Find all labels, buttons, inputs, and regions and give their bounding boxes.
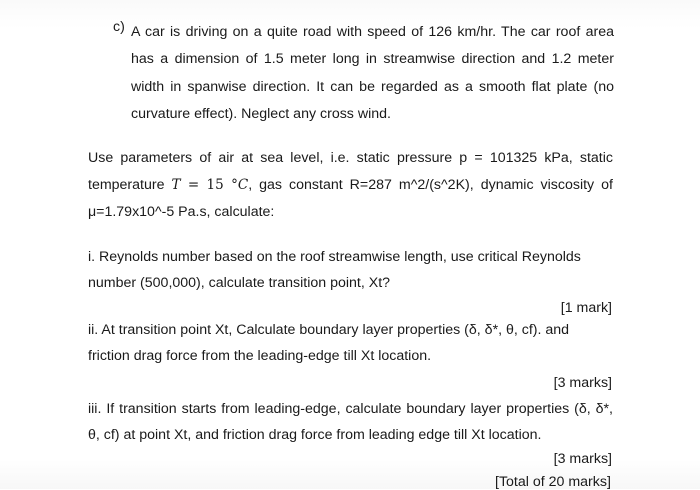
part-ii-text: ii. At transition point Xt, Calculate boundary layer properties (δ, δ*, θ, cf). and friction drag force from the leading-edge till Xt location. (88, 322, 570, 364)
temperature-value: = 15 ° (180, 177, 238, 193)
question-text: A car is driving on a quite road with speed of 126 km/hr. The car roof area has a dimension of 1.5 meter long in streamwise direction and 1.2 meter width in spanwise direction. It can be regarded as a smooth flat plate (no curvature effect). Neglect any cross wind. (131, 24, 614, 122)
part-ii-marks: [3 marks] (553, 375, 612, 391)
parameters-paragraph (88, 145, 613, 226)
part-iii-marks: [3 marks] (553, 451, 612, 467)
total-marks: [Total of 20 marks] (495, 474, 611, 490)
temperature-unit: C (237, 177, 249, 193)
part-i-text: i. Reynolds number based on the roof streamwise length, use critical Reynolds number (500,000), calculate transition point, Xt? (88, 249, 581, 291)
temperature-symbol: T (171, 177, 181, 193)
part-i-marks: [1 mark] (560, 300, 612, 316)
parameters-rest: , gas constant R=287 m^2/(s^2K), dynamic viscosity of μ=1.79x10^-5 Pa.s, calculate: (88, 177, 613, 220)
question-label: c) (113, 19, 125, 35)
parameters-intro: Use parameters of air at sea level, i.e. static pressure p = 101325 kPa, static temperature (88, 150, 613, 193)
part-iii-text: iii. If transition starts from leading-edge, calculate boundary layer properties (δ, δ*, θ, cf) at point Xt, and friction drag force from leading edge till Xt location. (88, 401, 613, 443)
